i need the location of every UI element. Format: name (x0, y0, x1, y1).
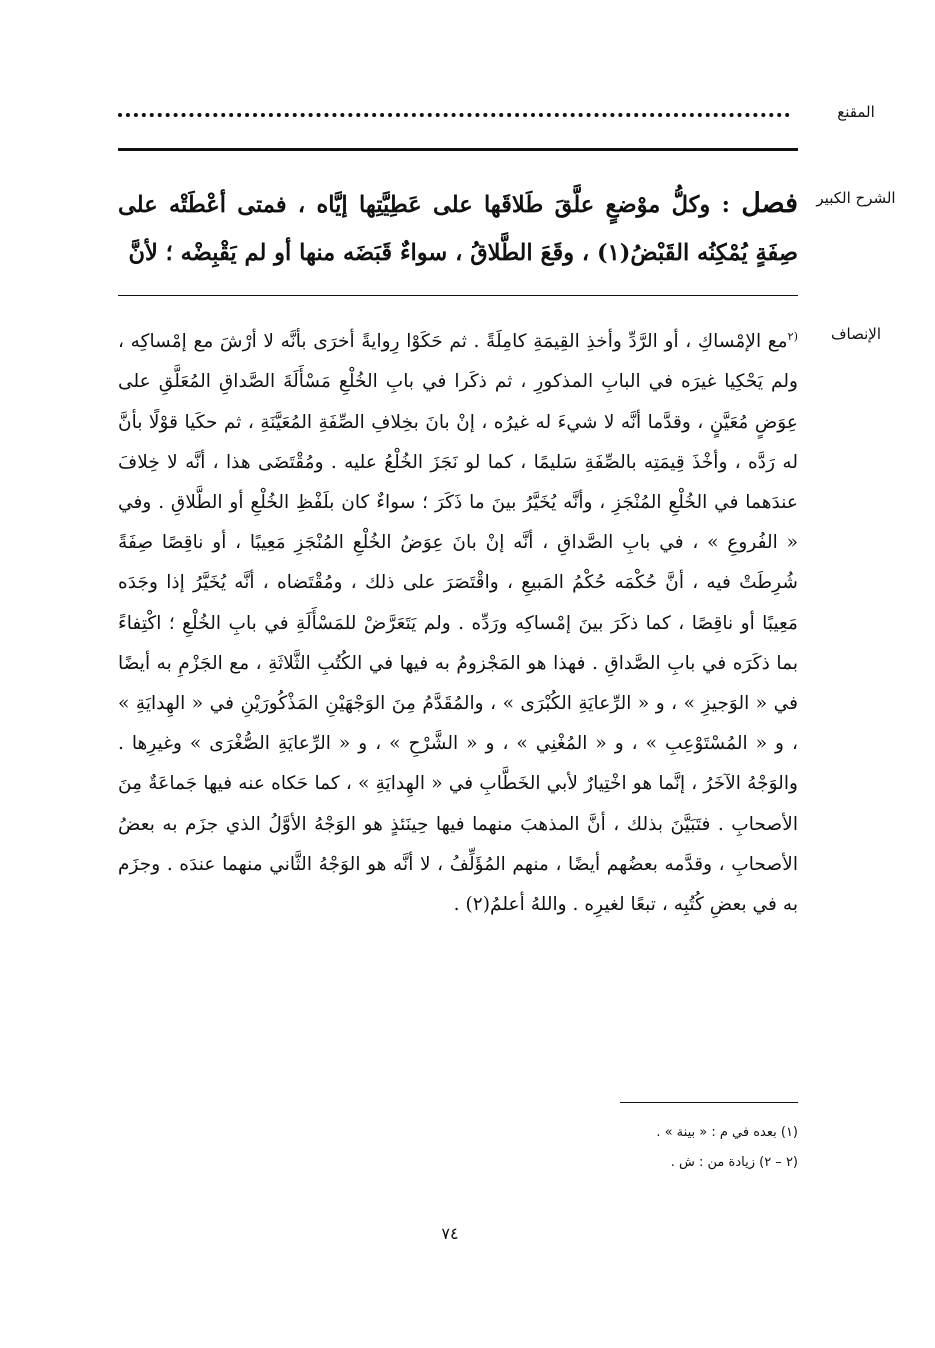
footnote-2: (٢ – ٢) زيادة من : ش . (670, 1155, 798, 1170)
insaf-text: مع الإمْساكِ ، أو الرَّدِّ وأخذِ القِيمَةِ كامِلَةً . ثم حَكَوْا رِوايةً أخرَى بأنَّه لا أرْشَ مع إمْساكِه ، ولم يَحْكِيا غيرَه في البابِ المذكورِ ، ثم ذكَرا في بابِ الخُلْعِ مَسْأَلَةَ الصَّداقِ المُعَلَّقِ على عِوَضٍ مُعَيَّنٍ ، وقدَّما أنَّه لا شيءَ له غيرُه ، إنْ بانَ بخِلافِ الصِّفَةِ المُعَيَّنَةِ ، ثم حكَيا قوْلًا بأنَّ له رَدَّه ، وأخْذَ قِيمَتِه بالصِّفَةِ سَليمًا ، كما لو نَجَزَ الخُلْعُ عليه . ومُقْتَضَى هذا ، أنَّه لا خِلافَ عندَهما في الخُلْعِ المُنْجَزِ ، وأنَّه يُخَيَّرُ بينَ ما ذَكَرَ ؛ سواءٌ كان بلَفْظِ الخُلْعِ أو الطَّلاقِ . وفي « الفُروعِ » ، في بابِ الصَّداقِ ، أنَّه إنْ بانَ عِوَضُ الخُلْعِ المُنْجَزِ مَعِيبًا ، أو ناقِصًا صِفَةً شُرِطَتْ فيه ، أنَّ حُكْمَه حُكْمُ المَبيعِ ، واقْتَصَرَ على ذلك ، ومُقْتَضاه ، أنَّه يُخَيَّرُ إذا وجَدَه مَعِيبًا أو ناقِصًا ، كما ذكَرَ بينَ إمْساكِه ورَدِّه . ولم يَتَعَرَّضْ للمَسْأَلَةِ في بابِ الخُلْعِ ؛ اكْتِفاءً بما ذكَرَه في بابِ الصَّداقِ . فهذا هو المَجْزومُ به فيها في الكُتُبِ الثَّلاثَةِ ، مع الجَزْمِ به أيضًا في « الوَجيزِ » ، و « الرِّعايَةِ الكُبْرَى » ، والمُقَدَّمُ مِنَ الوَجْهَيْنِ المَذْكُورَيْنِ في « الهِدايَةِ » ، و « المُسْتَوْعِبِ » ، و « المُغْنِي » ، و « الشَّرْحِ » ، و « الرِّعايَةِ الصُّغْرَى » وغيرِها . والوَجْهُ الآخَرُ ، إنَّما هو اخْتِيارٌ لأبي الخَطَّابِ في « الهِدايَةِ » ، كما حَكاه عنه فيها جَماعَةٌ مِنَ الأصحابِ . فتَبَيَّنَ بذلك ، أنَّ المذهبَ منهما فيها حِينَئذٍ هو الوَجْهُ الأوَّلُ الذي جزَم به بعضُ الأصحابِ ، وقدَّمه بعضُهم أيضًا ، منهم المُؤَلِّفُ ، لا أنَّه هو الوَجْهُ الثَّاني منهما عندَه . وجزَم به في بعضِ كُتُبِه ، تبعًا لغيرِه . واللهُ أعلمُ(٢) . (118, 331, 798, 916)
middle-rule (118, 295, 798, 296)
top-rule (118, 148, 798, 151)
page-number: ٧٤ (441, 1224, 459, 1243)
fasl-heading: فصل (741, 188, 798, 219)
footnotes (450, 1118, 798, 1178)
footnote-rule (620, 1102, 798, 1103)
insaf-paragraph (118, 317, 798, 925)
insaf-footnote-marker: (٢ (787, 330, 798, 343)
section-label-insaf: الإنصاف (830, 325, 882, 343)
footnote-1: (١) بعده في م : « بينة » . (656, 1125, 798, 1140)
section-label-sharh: الشرح الكبير (816, 189, 896, 207)
section-label-muqni: المقنع (837, 103, 875, 121)
dotted-separator (118, 113, 790, 117)
sharh-paragraph (118, 180, 798, 277)
sharh-text: : وكلُّ موْضعٍ علَّقَ طَلاقَها على عَطِيَّتِها إيَّاه ، فمتى أعْطَتْه على صِفَةٍ يُمْكِنُه القَبْضُ(١) ، وقَعَ الطَّلاقُ ، سواءٌ قَبَضَه منها أو لم يَقْبِضْه ؛ لأنَّ (118, 192, 798, 266)
